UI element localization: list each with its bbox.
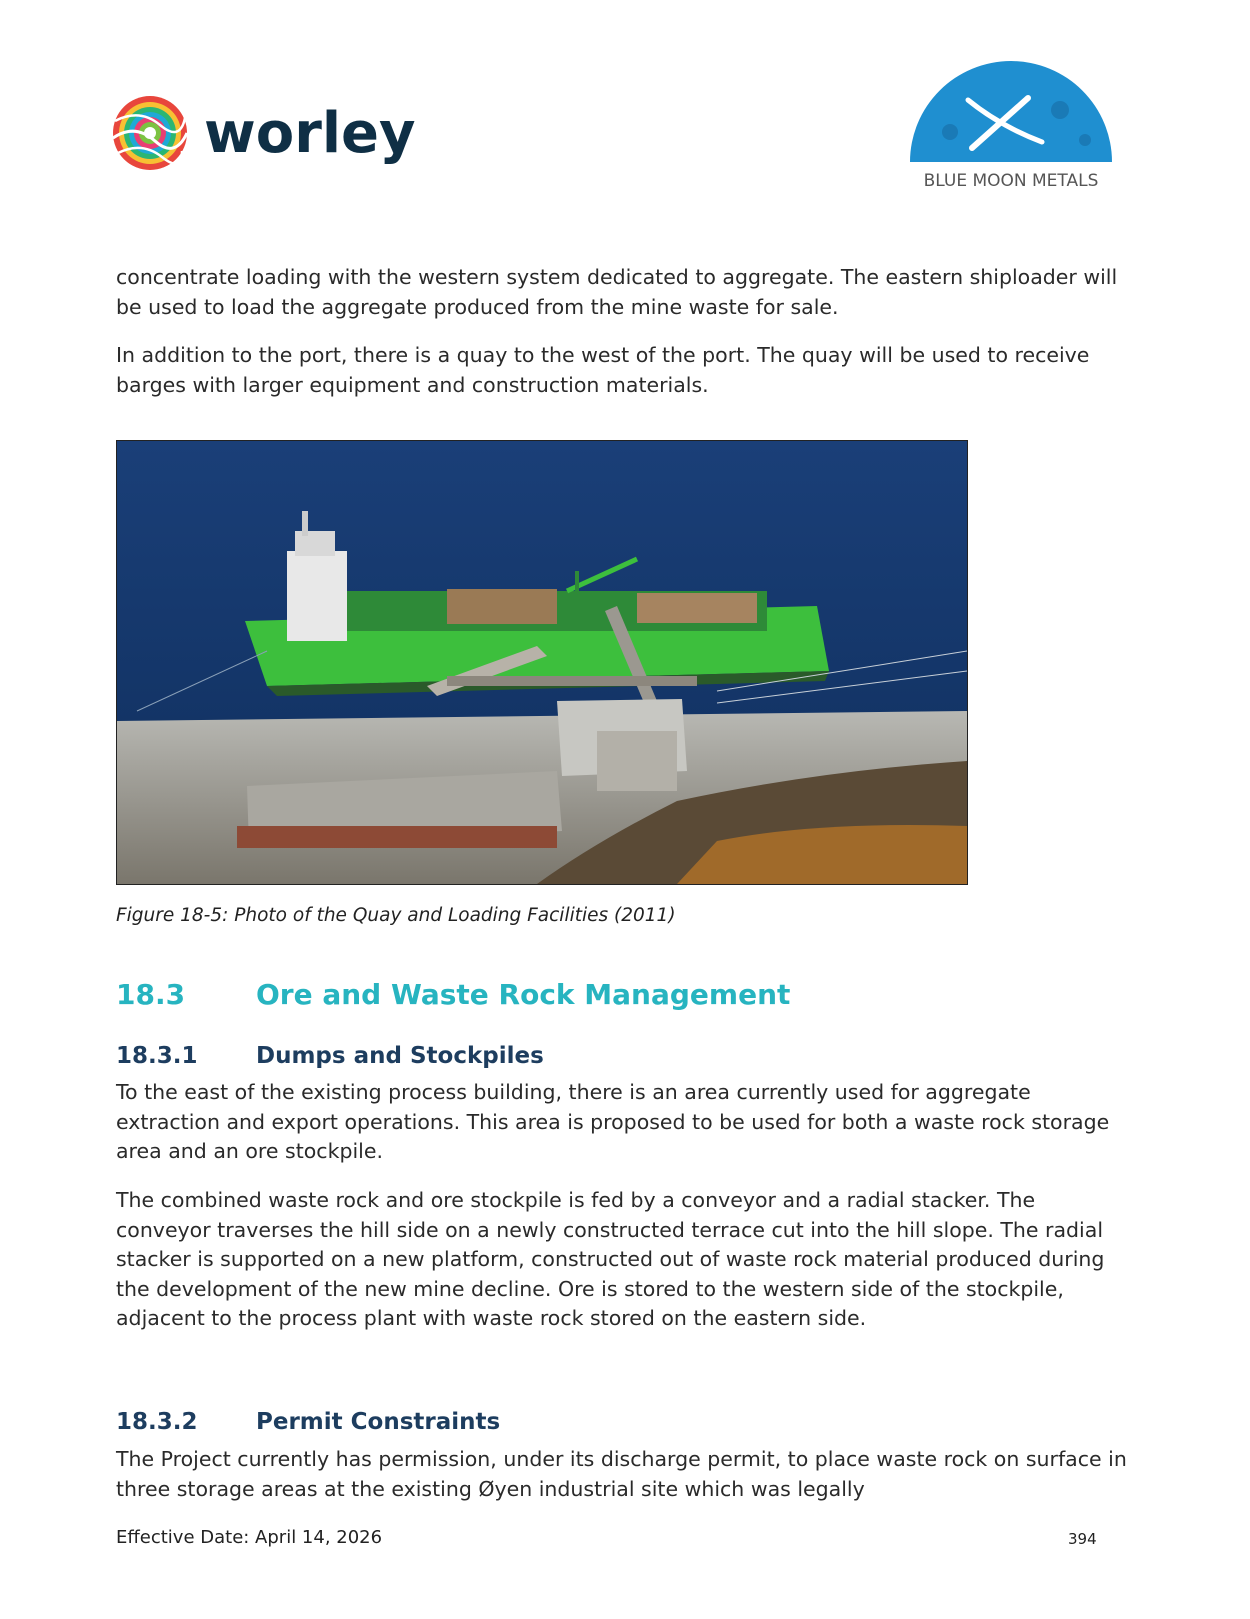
paragraph-stockpile: The combined waste rock and ore stockpile is fed by a conveyor and a radial stacker. The conveyor traverses the hill side on a newly constructed terrace cut into the hill slope. The radial stacker is supported on a new platform, constructed out of waste rock material produced during the development of the new mine decline. Ore is stored to the western side of the stockpile, adjacent to the process plant with waste rock stored on the eastern side. xyxy=(116,1188,1105,1330)
paragraph-concentrate-loading: concentrate loading with the western system dedicated to aggregate. The eastern shiploader will be used to load the aggregate produced from the mine waste for sale. xyxy=(116,265,1118,319)
section-number: 18.3 xyxy=(116,978,186,1011)
effective-date: Effective Date: April 14, 2026 xyxy=(116,1527,383,1548)
paragraph-aggregate-area: To the east of the existing process building, there is an area currently used for aggregate extraction and export operations. This area is proposed to be used for both a waste rock storage area and an ore stockpile. xyxy=(116,1080,1110,1163)
subsection-heading-dumps xyxy=(116,1043,544,1069)
figure-caption: Figure 18-5: Photo of the Quay and Loading Facilities (2011) xyxy=(116,905,676,926)
page-number: 394 xyxy=(1068,1530,1097,1548)
moon-pickaxe-icon xyxy=(900,60,1122,195)
svg-text:BLUE MOON METALS: BLUE MOON METALS xyxy=(923,171,1099,191)
quay-photo xyxy=(116,440,968,885)
subsection-number: 18.3.2 xyxy=(116,1409,198,1435)
subsection-title: Dumps and Stockpiles xyxy=(256,1043,544,1069)
blue-moon-metals-logo xyxy=(900,60,1122,195)
paragraph-quay: In addition to the port, there is a quay to the west of the port. The quay will be used to receive barges with larger equipment and construction materials. xyxy=(116,343,1090,397)
worley-swirl-icon xyxy=(112,88,452,178)
subsection-heading-permit xyxy=(116,1409,500,1435)
section-title: Ore and Waste Rock Management xyxy=(256,978,791,1011)
section-heading xyxy=(116,978,790,1011)
worley-logo xyxy=(112,88,452,178)
paragraph-permit: The Project currently has permission, under its discharge permit, to place waste rock on surface in three storage areas at the existing Øyen industrial site which was legally xyxy=(116,1447,1127,1501)
subsection-number: 18.3.1 xyxy=(116,1043,198,1069)
subsection-title: Permit Constraints xyxy=(256,1409,501,1435)
svg-text:worley: worley xyxy=(204,101,416,166)
